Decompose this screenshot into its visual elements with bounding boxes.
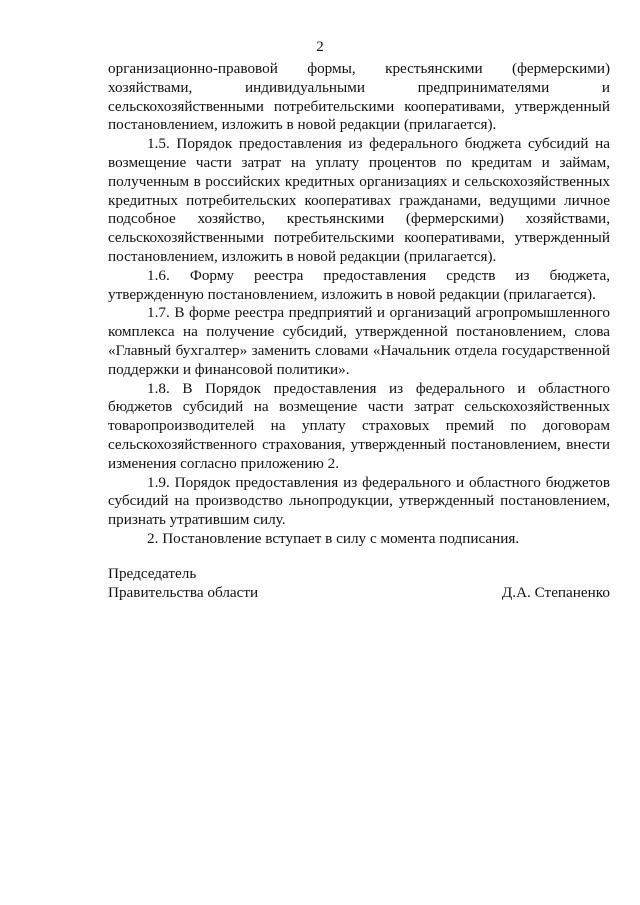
signatory-name: Д.А. Степаненко: [501, 583, 610, 601]
paragraph-1-6: 1.6. Форму реестра предоставления средств из бюджета, утвержденную постановлением, изложить в новой редакции (прилагается).: [108, 266, 610, 303]
signature-line: [108, 584, 610, 603]
paragraph-1-8: 1.8. В Порядок предоставления из федерального и областного бюджетов субсидий на возмещение части затрат сельскохозяйственных товаропроизводителей на уплату страховых премий по договорам сельскохозяйственного страхования, утвержденный постановлением, внести изменения согласно приложению 2.: [108, 379, 610, 472]
page-number: 2: [316, 39, 324, 55]
paragraph-continuation: организационно-правовой формы, крестьянскими (фермерскими) хозяйствами, индивидуальными предпринимателями и сельскохозяйственными потребительскими кооперативами, утвержденный постановлением, изложить в новой редакции (прилагается).: [108, 60, 610, 134]
paragraph-1-7: 1.7. В форме реестра предприятий и организаций агропромышленного комплекса на получение субсидий, утвержденной постановлением, слова «Главный бухгалтер» заменить словами «Начальник отдела государственной поддержки и финансовой политики».: [108, 304, 610, 378]
paragraph-1-5: 1.5. Порядок предоставления из федерального бюджета субсидий на возмещение части затрат на уплату процентов по кредитам и займам, полученным в российских кредитных организациях и сельскохозяйственных кредитных потребительских кооперативах гражданами, ведущими личное подсобное хозяйство, крестьянскими (фермерскими) хозяйствами, сельскохозяйственными потребительскими кооперативами, утвержденный постановлением, изложить в новой редакции (прилагается).: [108, 135, 610, 265]
signature-title-line-1: Председатель: [108, 565, 197, 582]
signature-block: [108, 565, 610, 603]
signature-title-line-2: Правительства области: [108, 583, 259, 601]
paragraph-2: 2. Постановление вступает в силу с момента подписания.: [147, 529, 520, 547]
paragraph-1-9: 1.9. Порядок предоставления из федерального и областного бюджетов субсидий на производство льнопродукции, утвержденный постановлением, признать утратившим силу.: [108, 473, 610, 529]
document-body: [108, 60, 610, 549]
